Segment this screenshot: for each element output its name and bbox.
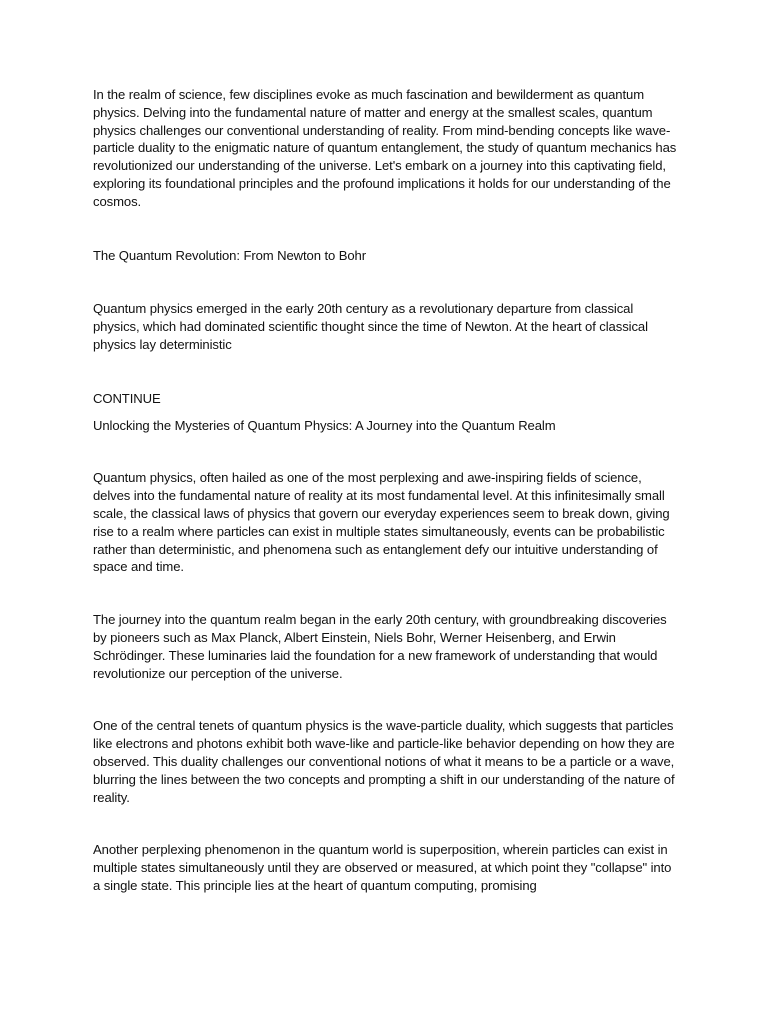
body-paragraph: Another perplexing phenomenon in the quantum world is superposition, wherein particles can exist in multiple states simultaneously until they are observed or measured, at which point they "collapse" into a single state. This principle lies at the heart of quantum computing, promising bbox=[93, 842, 672, 893]
body-paragraph: Quantum physics emerged in the early 20th century as a revolutionary departure from classical physics, which had dominated scientific thought since the time of Newton. At the heart of classical physics lay deterministic bbox=[93, 301, 648, 352]
article-title: Unlocking the Mysteries of Quantum Physics: A Journey into the Quantum Realm bbox=[93, 417, 556, 433]
section-heading: The Quantum Revolution: From Newton to Bohr bbox=[93, 247, 366, 263]
body-paragraph: One of the central tenets of quantum physics is the wave-particle duality, which suggests that particles like electrons and photons exhibit both wave-like and particle-like behavior depending on how they are observed. This duality challenges our conventional notions of what it means to be a particle or a wave, blurring the lines between the two concepts and prompting a shift in our understanding of the nature of reality. bbox=[93, 718, 675, 805]
document-body bbox=[93, 86, 678, 895]
body-paragraph: The journey into the quantum realm began in the early 20th century, with groundbreaking discoveries by pioneers such as Max Planck, Albert Einstein, Niels Bohr, Werner Heisenberg, and Erwin Schrödinger. These luminaries laid the foundation for a new framework of understanding that would revolutionize our perception of the universe. bbox=[93, 612, 667, 681]
intro-paragraph: In the realm of science, few disciplines evoke as much fascination and bewilderment as quantum physics. Delving into the fundamental nature of matter and energy at the smallest scales, quantum physics challenges our conventional understanding of reality. From mind-bending concepts like wave-particle duality to the enigmatic nature of quantum entanglement, the study of quantum mechanics has revolutionized our understanding of the universe. Let's embark on a journey into this captivating field, exploring its foundational principles and the profound implications it holds for our understanding of the cosmos. bbox=[93, 87, 677, 209]
continue-label: CONTINUE bbox=[93, 390, 161, 406]
body-paragraph: Quantum physics, often hailed as one of the most perplexing and awe-inspiring fields of science, delves into the fundamental nature of reality at its most fundamental level. At this infinitesimally small scale, the classical laws of physics that govern our everyday experiences seem to break down, giving rise to a realm where particles can exist in multiple states simultaneously, events can be probabilistic rather than deterministic, and phenomena such as entanglement defy our intuitive understanding of space and time. bbox=[93, 470, 670, 575]
